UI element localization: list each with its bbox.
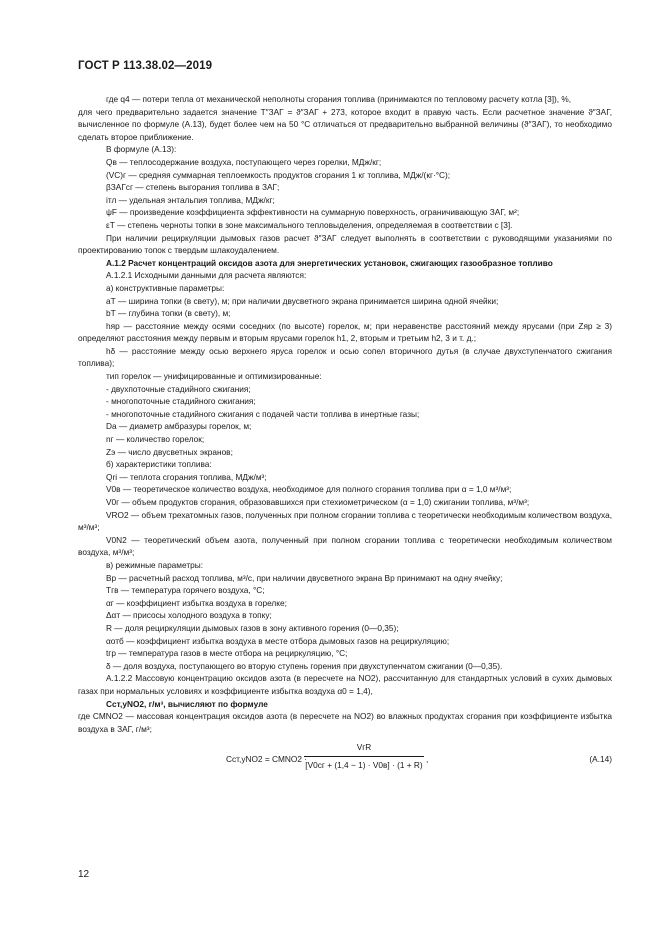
text-line: - многопоточные стадийного сжигания; xyxy=(106,396,256,407)
text-line: для чего предварительно задается значение T″ЗАГ = ϑ″ЗАГ + 273, которое входит в правую часть. Если расчетное значение ϑ″ЗАГ, вычисленное по формуле (А.13), будет более чем на 50 °С отличаться от предварительно выбранной величины (ϑ″ЗАГ), то необходимо сделать второе приближение. xyxy=(78,106,612,142)
formula-number: (А.14) xyxy=(589,754,612,765)
text-line: V0в — теоретическое количество воздуха, необходимое для полного сгорания топлива при α = 1,0 м³/м³; xyxy=(106,484,512,495)
text-line: а) конструктивные параметры: xyxy=(106,282,225,293)
section-heading: А.1.2 Расчет концентраций оксидов азота для энергетических установок, сжигающих газообразное топливо xyxy=(106,257,553,268)
text-line: V0N2 — теоретический объем азота, полученный при полном сгорании топлива с теоретически необходимым количеством воздуха, м³/м³; xyxy=(78,534,612,558)
text-line: - двухпоточные стадийного сжигания; xyxy=(106,383,251,394)
page-number: 12 xyxy=(78,869,90,880)
text-line: Qв — теплосодержание воздуха, поступающего через горелки, МДж/кг; xyxy=(106,156,382,167)
text-line: Dа — диаметр амбразуры горелок, м; xyxy=(106,421,252,432)
formula-denominator: [V0сг + (1,4 − 1) · V0в] · (1 + R) xyxy=(305,759,423,770)
text-line: hδ — расстояние между осью верхнего яруса горелок и осью сопел вторичного дутья (в случае двухступенчатого сжигания топлива); xyxy=(78,345,612,369)
text-line: А.1.2.1 Исходными данными для расчета являются: xyxy=(106,270,307,281)
text-line: bТ — глубина топки (в свету), м; xyxy=(106,308,231,319)
text-line: iтл — удельная энтальпия топлива, МДж/кг; xyxy=(106,194,275,205)
text-line: ψF — произведение коэффициента эффективности на суммарную поверхность, ограничивающую ЗАГ, м²; xyxy=(106,207,520,218)
text-line: где q4 — потери тепла от механической неполноты сгорания топлива (принимаются по тепловому расчету котла [3]), %, xyxy=(106,94,572,104)
text-line: А.1.2.2 Массовую концентрацию оксидов азота (в пересчете на NO2), рассчитанную для стандартных условий в сухих дымовых газах при нормальных условиях и коэффициенте избытка воздуха α0 = 1,4), xyxy=(78,673,612,696)
formula-lhs: Cст,уNO2 = CМNO2 · xyxy=(226,754,308,765)
text-line: При наличии рециркуляции дымовых газов расчет ϑ″ЗАГ следует выполнять в соответствии с руководящими указаниями по проектированию топок с твердым шлакоудалением. xyxy=(78,232,612,256)
text-line: Qrі — теплота сгорания топлива, МДж/м³; xyxy=(106,471,267,482)
text-line: εТ — степень черноты топки в зоне максимального тепловыделения, определяемая в соответствии с [3]. xyxy=(106,219,513,230)
text-line: тип горелок — унифицированные и оптимизированные: xyxy=(106,371,322,382)
document-body xyxy=(78,93,612,789)
text-line: Bр — расчетный расход топлива, м³/с, при наличии двусветного экрана Bр принимают на одну ячейку; xyxy=(106,572,503,583)
text-line: αотб — коэффициент избытка воздуха в месте отбора дымовых газов на рециркуляцию; xyxy=(106,635,450,646)
page-header: ГОСТ Р 113.38.02—2019 xyxy=(78,60,213,72)
text-line: αг — коэффициент избытка воздуха в горелке; xyxy=(106,597,287,608)
text-line: R — доля рециркуляции дымовых газов в зону активного горения (0—0,35); xyxy=(106,622,399,633)
formula-numerator: VгR xyxy=(304,741,424,757)
text-line: (VC)г — средняя суммарная теплоемкость продуктов сгорания 1 кг топлива, МДж/(кг·°С); xyxy=(106,169,451,180)
formula-fraction xyxy=(304,741,424,771)
text-line: в) режимные параметры: xyxy=(106,559,204,570)
text-line: Zэ — число двусветных экранов; xyxy=(106,446,233,457)
formula-a14 xyxy=(78,741,612,781)
text-line: Δαт — присосы холодного воздуха в топку; xyxy=(106,610,272,621)
text-line: hяр — расстояние между осями соседних (по высоте) горелок, м; при неравенстве расстояний между ярусами (при Zяр ≥ 3) определяют расстояния между первым и вторым ярусами горелок h1, 2, вторым и третьим h2, 3 и т. д.; xyxy=(78,320,612,344)
text-line: tгр — температура газов в месте отбора на рециркуляцию, °С; xyxy=(106,648,348,659)
text-line: В формуле (А.13): xyxy=(106,144,177,155)
text-line: - многопоточные стадийного сжигания с подачей части топлива в инертные газы; xyxy=(106,408,420,419)
text-line: nг — количество горелок; xyxy=(106,434,205,445)
text-line: aТ — ширина топки (в свету), м; при наличии двусветного экрана принимается ширина одной ячейки; xyxy=(106,295,499,306)
text-line: где CМNO2 — массовая концентрация оксидов азота (в пересчете на NO2) во влажных продуктах сгорания при коэффициенте избытка воздуха в ЗАГ, г/м³; xyxy=(78,711,612,734)
text-line: б) характеристики топлива: xyxy=(106,459,212,470)
text-line: δ — доля воздуха, поступающего во вторую ступень горения при двухступенчатом сжигании (0—0,35). xyxy=(106,660,503,671)
formula-end: , xyxy=(426,754,429,765)
section-heading: Cст,уNO2, г/м³, вычисляют по формуле xyxy=(106,698,268,709)
text-line: V0г — объем продуктов сгорания, образовавшихся при стехиометрическом (α = 1,0) сжигании топлива, м³/м³; xyxy=(106,497,530,507)
text-line: Tгв — температура горячего воздуха, °С; xyxy=(106,585,265,596)
text-line: βЗАГсг — степень выгорания топлива в ЗАГ; xyxy=(106,182,280,193)
text-line: VRO2 — объем трехатомных газов, полученных при полном сгорании топлива с теоретически необходимым количеством воздуха, м³/м³; xyxy=(78,509,612,533)
